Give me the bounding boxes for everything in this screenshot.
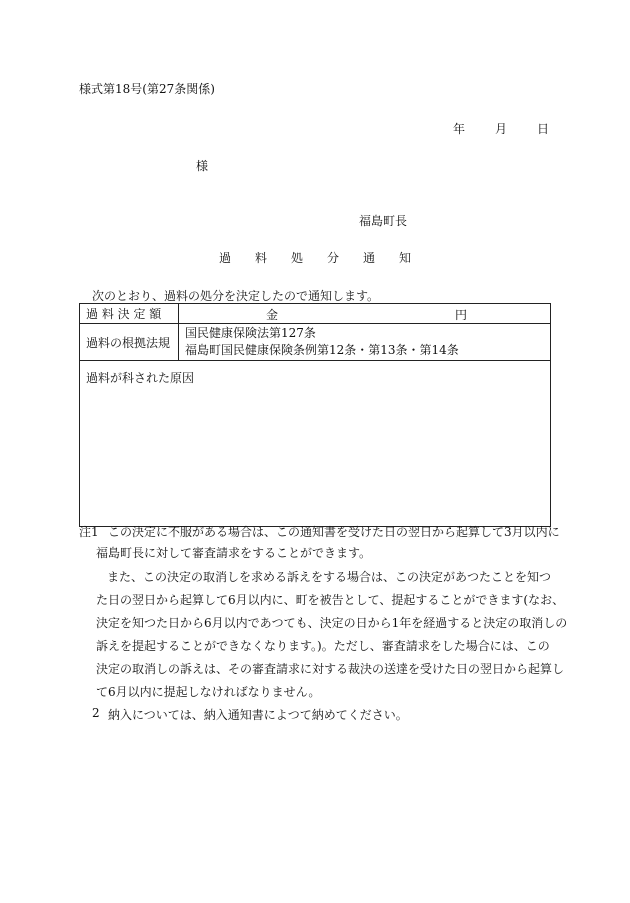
table-row-amount [80, 304, 551, 324]
table-row-law [80, 324, 551, 361]
date-line [453, 120, 549, 137]
law-label: 過料の根拠法規 [80, 324, 179, 361]
note-line: この決定に不服がある場合は、この通知書を受けた日の翌日から起算して3月以内に [108, 525, 560, 539]
note-line: また、この決定の取消しを求める訴えをする場合は、この決定があつたことを知つ [107, 570, 552, 584]
note1-marker: 注1 [79, 525, 99, 539]
title-char: 料 [255, 251, 268, 265]
law-cell [179, 324, 551, 361]
reason-cell [80, 361, 551, 527]
note-line: 決定の取消しの訴えは、その審査請求に対する裁決の送達を受けた日の翌日から起算し [96, 662, 565, 676]
law-line: 国民健康保険法第127条 [185, 326, 316, 340]
date-day: 日 [537, 122, 550, 136]
document-title [219, 249, 435, 266]
note2-text: 納入については、納入通知書によつて納めてください。 [108, 708, 408, 722]
law-line: 福島町国民健康保険条例第12条・第13条・第14条 [185, 343, 459, 357]
table-row-reason [80, 361, 551, 527]
penalty-table [79, 303, 551, 527]
note2-marker: 2 [92, 706, 100, 720]
title-char: 分 [327, 251, 340, 265]
form-number: 様式第18号(第27条関係) [79, 82, 215, 96]
amount-suffix: 円 [455, 308, 468, 322]
amount-cell [179, 304, 551, 324]
title-char: 知 [399, 251, 412, 265]
issuer-name: 福島町長 [359, 214, 408, 228]
reason-label: 過料が科された原因 [86, 371, 195, 385]
note-line: 福島町長に対して審査請求をすることができます。 [96, 546, 372, 560]
title-char: 通 [363, 251, 376, 265]
date-month: 月 [495, 122, 508, 136]
date-year: 年 [453, 122, 466, 136]
note-line: て6月以内に提起しなければなりません。 [96, 685, 321, 699]
amount-prefix: 金 [266, 308, 279, 322]
addressee: 様 [196, 159, 209, 173]
amount-label: 過 料 決 定 額 [80, 304, 179, 324]
title-char: 処 [291, 251, 304, 265]
note-line: 訴えを提起することができなくなります。)。ただし、審査請求をした場合には、この [96, 639, 550, 653]
title-char: 過 [219, 251, 232, 265]
note-line: 決定を知つた日から6月以内であつても、決定の日から1年を経過すると決定の取消しの [96, 616, 568, 630]
note-line: た日の翌日から起算して6月以内に、町を被告として、提起することができます(なお、 [96, 593, 565, 607]
intro-text: 次のとおり、過料の処分を決定したので通知します。 [92, 289, 380, 303]
